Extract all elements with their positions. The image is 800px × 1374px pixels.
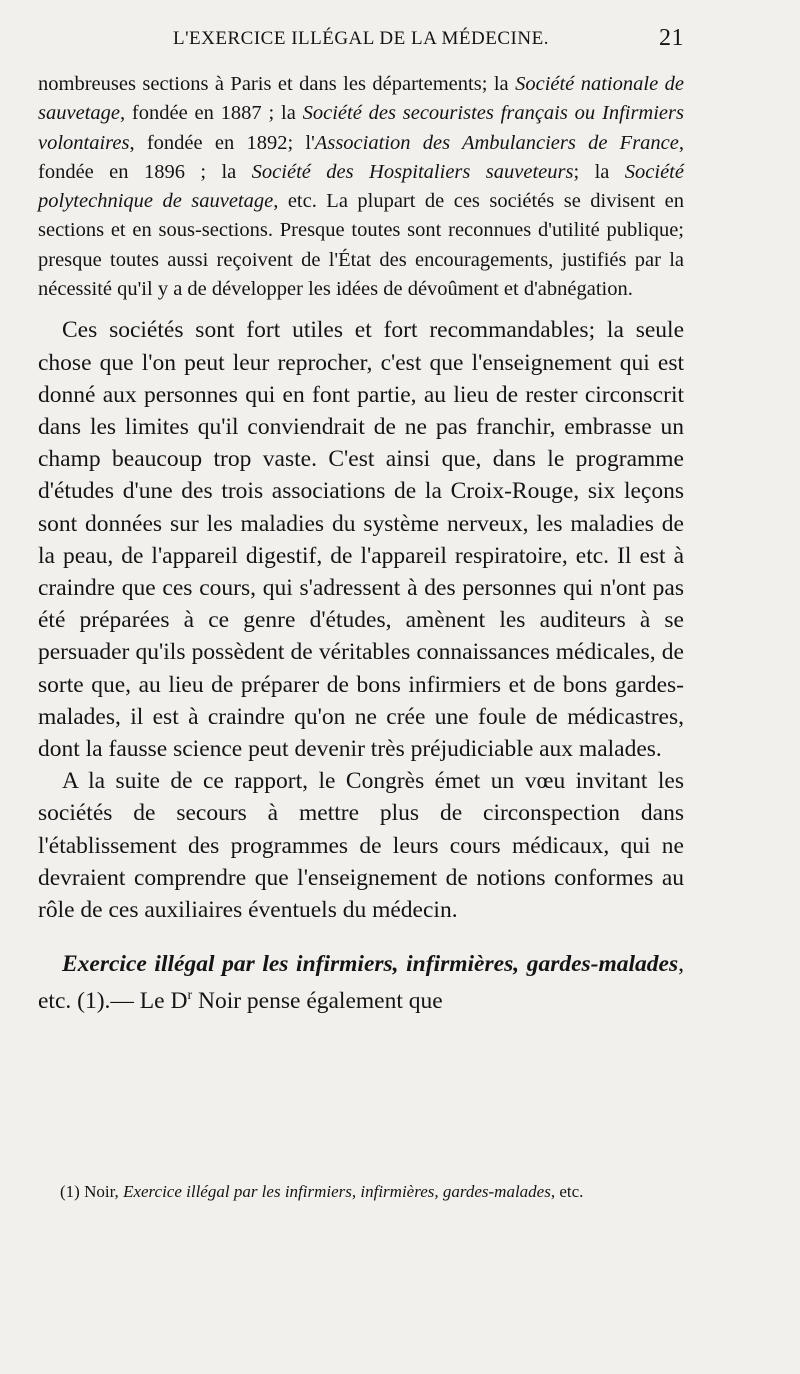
society-name: Société des secouristes français ou Infirmiers volontaires <box>38 102 684 154</box>
footnote-title: Exercice illégal par les infirmiers, infirmières, gardes-malades <box>123 1182 551 1201</box>
text-run: , etc. (1).— Le D <box>38 951 684 1015</box>
page-number: 21 <box>659 25 684 51</box>
text-run: , fondée en 1887 ; la <box>119 102 303 125</box>
text-run: nombreuses sections à Paris et dans les départements; la <box>38 73 516 95</box>
text-run: , fondée en 1896 ; la <box>38 131 684 183</box>
text-run: , etc. <box>550 1182 584 1201</box>
text-run: ; la <box>573 160 625 183</box>
society-name: Société nationale de sauvetage <box>38 73 684 125</box>
text-run: , fondée en 1892; l' <box>129 131 315 154</box>
superscript: r <box>187 988 193 1004</box>
footnote <box>38 1180 684 1204</box>
footnote-marker: (1) Noir, <box>60 1182 124 1201</box>
paragraph-societies-list <box>38 70 684 304</box>
section-paragraph <box>38 948 684 1017</box>
paragraph-critique: Ces sociétés sont fort utiles et fort recommandables; la seule chose que l'on peut leur reprocher, c'est que l'enseignement qui est donné aux personnes qui en font partie, au lieu de rester circonscrit dans les limites qu'il conviendrait de ne pas franchir, embrasse un champ beaucoup trop vaste. C'est ainsi que, dans le programme d'études d'une des trois associations de la Croix-Rouge, six leçons sont données sur les maladies du système nerveux, les maladies de la peau, de l'appareil digestif, de l'appareil respiratoire, etc. Il est à craindre que ces cours, qui s'adressent à des personnes qui n'ont pas été préparées à ce genre d'études, amènent les auditeurs à se persuader qu'ils possèdent de véritables connaissances médicales, de sorte que, au lieu de préparer de bons infirmiers et de bons gardes-malades, il est à craindre qu'on ne crée une foule de médicastres, dont la fausse science peut devenir très préjudiciable aux malades. <box>38 317 684 763</box>
society-name: Société des Hospitaliers sauveteurs <box>251 160 574 183</box>
running-title: L'EXERCICE ILLÉGAL DE LA MÉDECINE. <box>173 28 549 49</box>
society-name: Société polytechnique de sauvetage <box>38 160 684 213</box>
text-run: Noir pense également que <box>192 988 443 1015</box>
section-title: Exercice illégal par les infirmiers, infirmières, gardes-malades <box>62 951 679 978</box>
paragraph-congress-vow: A la suite de ce rapport, le Congrès émet un vœu invitant les sociétés de secours à mettre plus de circonspection dans l'établissement des programmes de leurs cours médicaux, qui ne devraient comprendre que l'enseignement de notions conformes au rôle de ces auxiliaires éventuels du médecin. <box>38 768 684 924</box>
society-name: Association des Ambulanciers de France <box>314 131 679 154</box>
text-run: , etc. La plupart de ces sociétés se divisent en sections et en sous-sections. Presque toutes sont reconnues d'utilité publique; presque toutes aussi reçoivent de l'État des encouragements, justifiés par la nécessité qu'il y a de développer les idées de dévoûment et d'abnégation. <box>38 190 684 301</box>
body-text <box>38 70 684 1017</box>
running-head <box>38 25 684 51</box>
